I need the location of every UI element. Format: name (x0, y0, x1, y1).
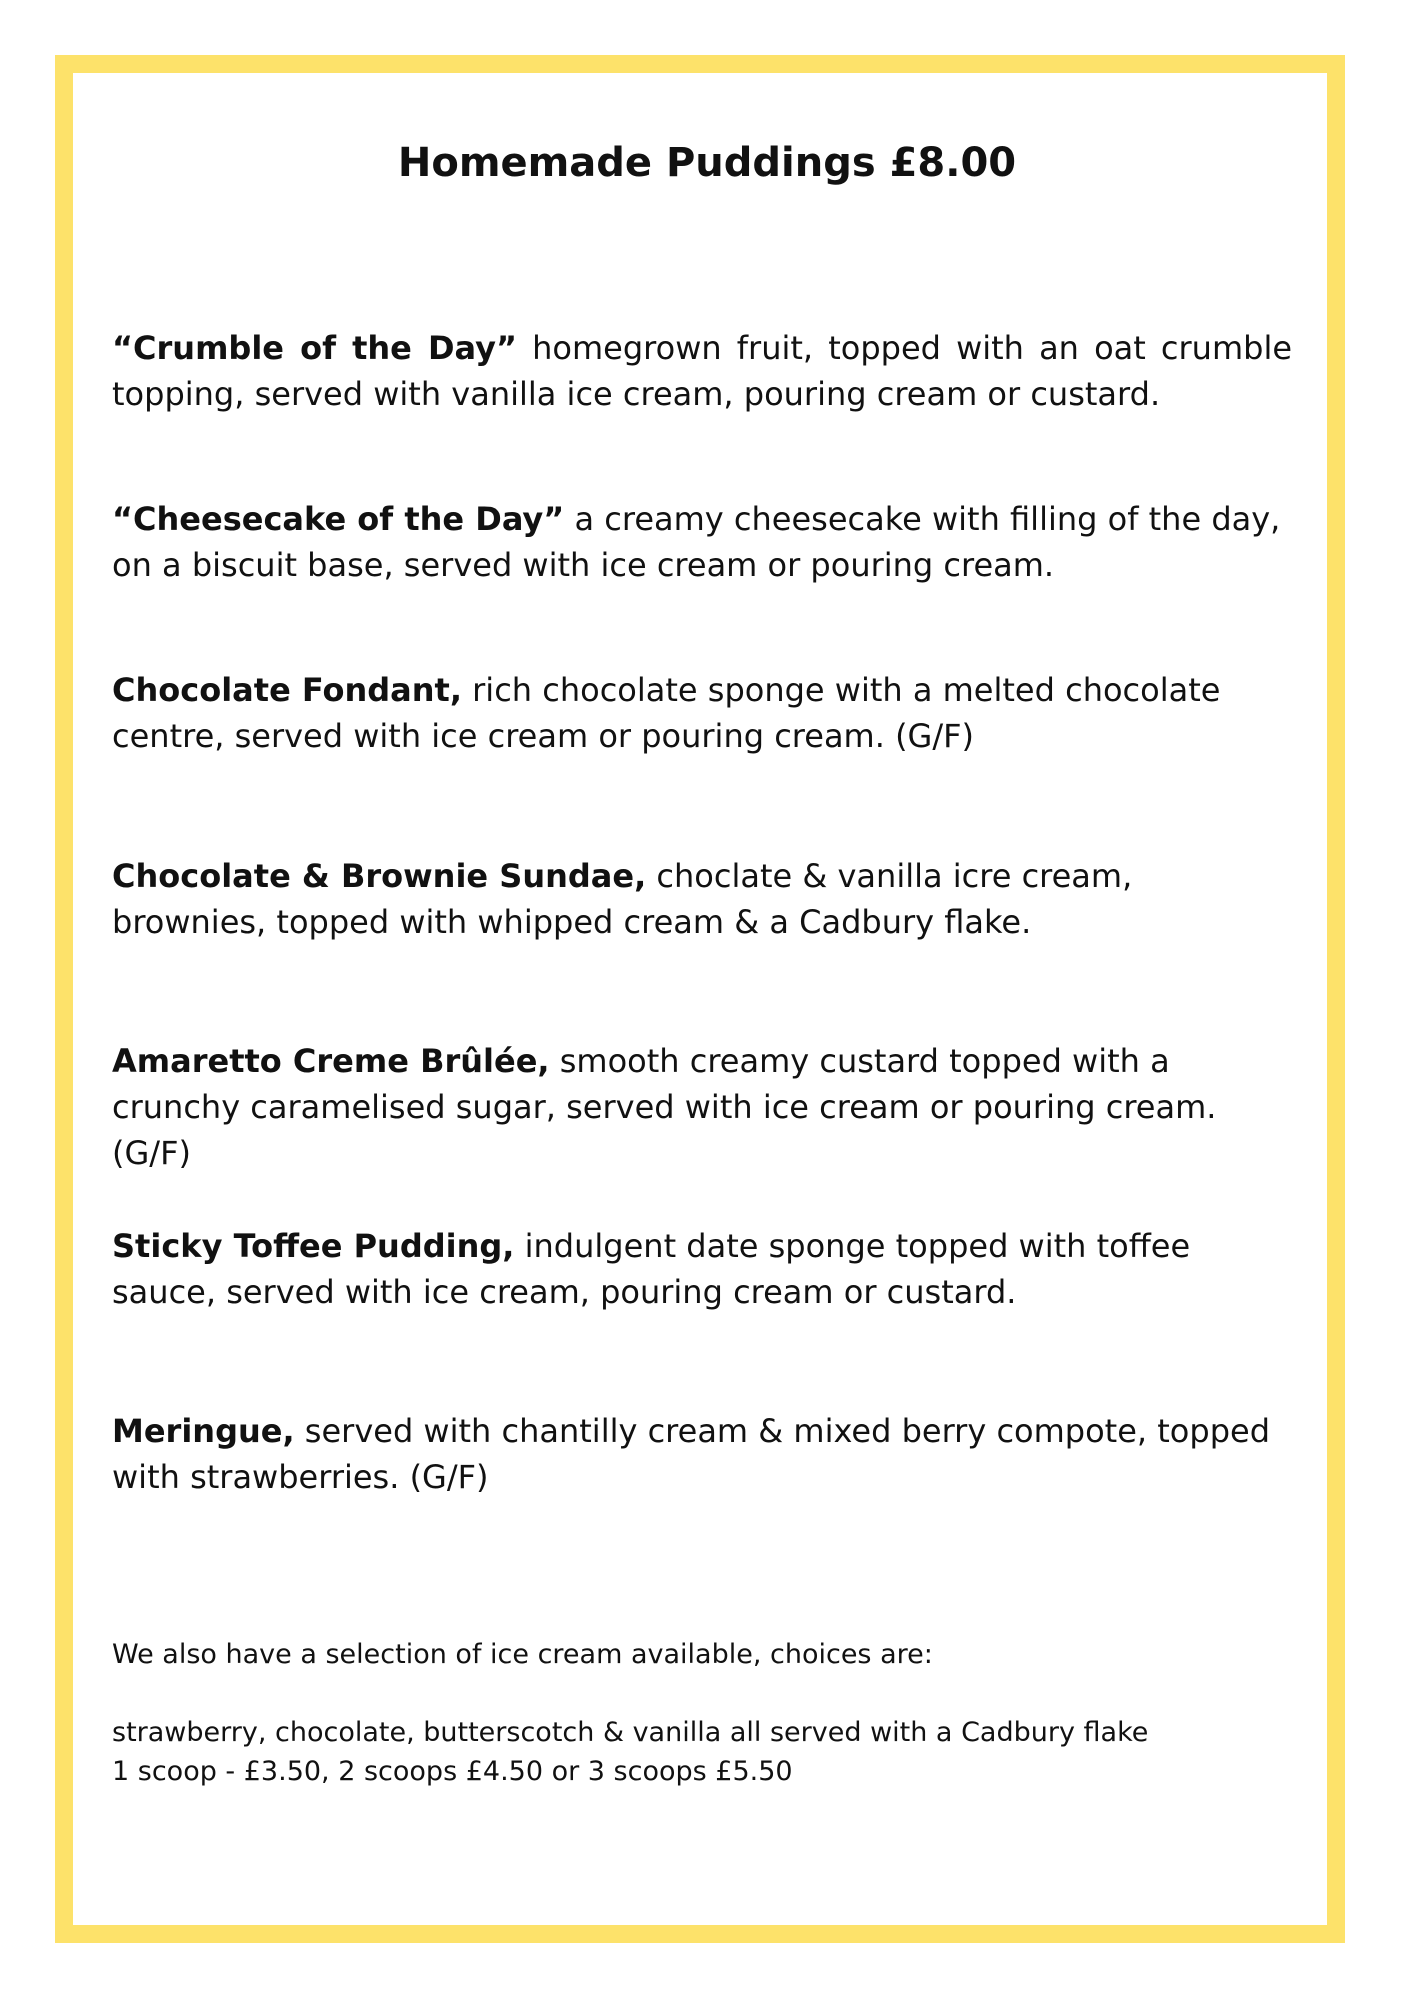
menu-item-cheesecake (112, 496, 1292, 588)
menu-item-description: indulgent date sponge topped with toffee sauce, served with ice cream, pouring cream or custard. (112, 1227, 1191, 1311)
menu-item-description: rich chocolate sponge with a melted chocolate centre, served with ice cream or pouring cream. (G/F) (112, 671, 1221, 755)
menu-item-description: homegrown fruit, topped with an oat crumble topping, served with vanilla ice cream, pouring cream or custard. (112, 329, 1293, 413)
menu-item-brownie-sundae (112, 853, 1292, 945)
menu-item-meringue (112, 1408, 1292, 1500)
menu-item-description: a creamy cheesecake with filling of the day, on a biscuit base, served with ice cream or pouring cream. (112, 500, 1281, 584)
menu-item-crumble (112, 325, 1292, 417)
menu-item-name: Chocolate & Brownie Sundae, (112, 857, 647, 895)
page-title: Homemade Puddings £8.00 (397, 140, 1017, 186)
menu-item-creme-brulee (112, 1038, 1292, 1176)
menu-item-name: Sticky Toffee Pudding, (112, 1227, 515, 1265)
menu-item-name: “Cheesecake of the Day” (112, 500, 565, 538)
ice-cream-intro: We also have a selection of ice cream available, choices are: (112, 1639, 933, 1670)
menu-item-sticky-toffee (112, 1223, 1292, 1315)
menu-item-chocolate-fondant (112, 667, 1292, 759)
menu-item-description: smooth creamy custard topped with a crunchy caramelised sugar, served with ice cream or pouring cream. (G/F) (112, 1042, 1217, 1172)
ice-cream-prices: 1 scoop - £3.50, 2 scoops £4.50 or 3 scoops £5.50 (112, 1756, 793, 1787)
menu-item-description: served with chantilly cream & mixed berry compote, topped with strawberries. (G/F) (112, 1412, 1270, 1496)
menu-item-name: Amaretto Creme Brûlée, (112, 1042, 550, 1080)
menu-item-description: choclate & vanilla icre cream, brownies, topped with whipped cream & a Cadbury flake. (112, 857, 1133, 941)
ice-cream-flavours: strawberry, chocolate, butterscotch & vanilla all served with a Cadbury flake (112, 1717, 1149, 1748)
menu-item-name: “Crumble of the Day” (112, 329, 518, 367)
menu-item-name: Chocolate Fondant, (112, 671, 462, 709)
ice-cream-details (112, 1713, 1292, 1791)
menu-item-name: Meringue, (112, 1412, 295, 1450)
